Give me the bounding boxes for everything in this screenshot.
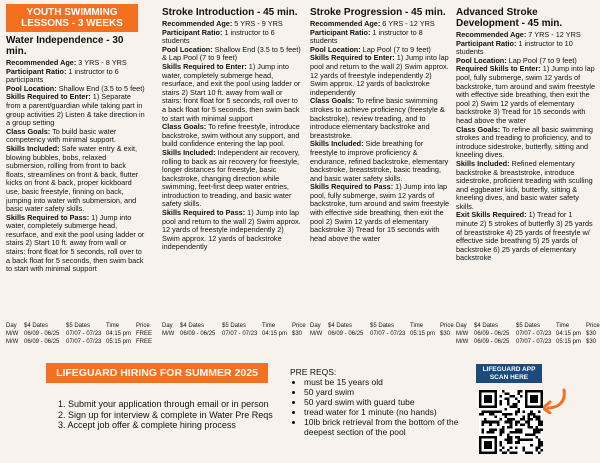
info-label: Recommended Age:: [6, 58, 77, 67]
cell-price: FREE: [136, 339, 153, 345]
info-text: 5 YRS - 9 YRS: [232, 19, 283, 28]
info-text: Lap Pool (7 to 9 feet): [360, 44, 431, 54]
prereqs-title: PRE REQS:: [290, 367, 337, 377]
info-label: Pool Location:: [456, 55, 507, 65]
cell-s4: 06/09 - 06/25: [474, 339, 510, 345]
section-body: [310, 20, 450, 243]
info-row: [310, 54, 450, 97]
schedule-row: [456, 330, 600, 338]
info-label: Skills Included:: [162, 147, 216, 157]
prereq-item: • must be 15 years old: [304, 377, 460, 387]
section-body: [6, 59, 146, 274]
info-text: Side breathing for freestyle to improve proficiency & endurance, refined backstroke, elementary backstroke, breaststroke, basic treading, and basic water safety skills.: [310, 139, 449, 183]
info-text: 1) Jump into lap pool, fully submerge, swim 12 yards of backstroke, turn around and swim freestyle with effective side breathing, then exit the pool 2) Swim 12 yards of elementary backstroke 3) Tread for 15 seconds with head above the water: [456, 64, 596, 125]
info-text: 7 YRS - 12 YRS: [526, 30, 581, 39]
info-row: [456, 126, 596, 160]
cell-time: 05:15 pm: [556, 339, 582, 345]
cell-s4: 06/09 - 06/25: [24, 339, 60, 345]
cell-s5: 07/07 - 07/23: [66, 339, 102, 345]
title-line-1: Advanced Stroke: [456, 7, 538, 18]
cell-time: 04:15 pm: [556, 331, 582, 337]
cell-s5: 07/07 - 07/23: [66, 331, 102, 337]
info-text: To refine basic swimming strokes to achieve proficiency (freestyle & backstroke), review treading, and to introduce elementary backstroke and breaststroke.: [310, 96, 445, 140]
section-body: [162, 20, 302, 252]
curved-arrow-icon: [540, 388, 568, 414]
info-text: 1) Jump into water, completely submerge head, resurface, and exit the pool using ladder or stairs 2) Start 10 ft. away from wall or stairs: front float for 5 seconds, roll over to a back float for 5 seconds, then swim back to start with minimal support: [162, 61, 301, 123]
info-label: Skills Required to Enter:: [310, 53, 395, 63]
banner-line-2: LESSONS - 3 WEEKS: [21, 18, 123, 29]
info-row: [456, 40, 596, 57]
hdr-s5: $5 Dates: [66, 323, 91, 329]
section-title: [456, 7, 596, 29]
column-stroke-progression: [310, 4, 450, 243]
info-row: [162, 46, 302, 63]
hdr-price: Price: [136, 323, 150, 329]
prereqs-list: [290, 377, 460, 437]
hdr-s5: $5 Dates: [222, 323, 247, 329]
info-label: Participant Ratio:: [162, 27, 223, 37]
info-row: [456, 65, 596, 125]
info-label: Class Goals:: [162, 122, 207, 132]
hdr-time: Time: [262, 323, 276, 329]
info-row: [6, 145, 146, 214]
info-label: Skills Required to Enter:: [162, 61, 247, 71]
info-text: 1) Jump into lap pool, fully submerge, swim 12 yards of backstroke, turn around and swim freestyle with effective side breathing, then exit the pool 2) Swim 12 yards of elementary backstroke 3) Tread for 15 seconds with head above the water: [310, 182, 450, 243]
hdr-price: Price: [440, 323, 454, 329]
section-title: Water Independence - 30 min.: [6, 35, 124, 57]
schedule-row: [310, 330, 458, 338]
lifeguard-section: [0, 355, 600, 463]
cell-price: FREE: [136, 331, 153, 337]
info-label: Recommended Age:: [310, 19, 381, 28]
cell-s4: 06/09 - 06/25: [24, 331, 60, 337]
info-text: 1 instructor to 6 participants: [6, 66, 119, 85]
schedule-row: [6, 338, 154, 346]
hdr-time: Time: [106, 323, 120, 329]
hdr-s4: $4 Dates: [474, 323, 499, 329]
info-label: Pool Location:: [6, 83, 57, 93]
cell-day: M/W: [6, 339, 19, 345]
schedule-row: [6, 330, 154, 338]
info-label: Class Goals:: [6, 126, 51, 136]
info-row: [162, 123, 302, 149]
info-label: Required Skills to Enter:: [456, 64, 541, 74]
info-label: Skills Required to Pass:: [162, 208, 246, 218]
cell-s4: 06/09 - 06/25: [180, 331, 216, 337]
info-label: Class Goals:: [310, 96, 355, 106]
app-scan-label: [476, 364, 542, 383]
info-row: [310, 183, 450, 243]
info-text: To refine all basic swimming strokes and treading to proficiency, and to introduce sidestroke, butterfly, sitting and kneeling dives.: [456, 124, 593, 160]
info-row: [456, 211, 596, 263]
title-line-2: Development - 45 min.: [456, 18, 563, 29]
cell-day: M/W: [456, 339, 469, 345]
info-label: Skills Required to Enter:: [6, 92, 91, 102]
info-row: [310, 29, 450, 46]
column-water-independence: [6, 4, 146, 274]
schedule-table-1: [6, 322, 154, 346]
info-text: Lap Pool (7 to 9 feet): [506, 55, 577, 65]
hdr-s5: $5 Dates: [370, 323, 395, 329]
section-title: Stroke Introduction - 45 min.: [162, 7, 298, 18]
prereq-item: • 50 yard swim with guard tube: [304, 397, 460, 407]
youth-lessons-banner: [6, 4, 138, 32]
info-row: [6, 214, 146, 274]
info-text: 1 instructor to 8 students: [310, 27, 423, 46]
cell-s5: 07/07 - 07/23: [222, 331, 258, 337]
info-text: 1 instructor to 6 students: [162, 27, 275, 46]
cell-day: M/W: [6, 331, 19, 337]
info-label: Skills Included:: [456, 158, 510, 168]
cell-price: $30: [586, 331, 597, 337]
hiring-step: 1. Submit your application through email or in person: [58, 399, 269, 409]
info-text: 1 instructor to 10 students: [456, 38, 573, 57]
schedule-table-3: [310, 322, 458, 338]
cell-s4: 06/09 - 06/25: [328, 331, 364, 337]
hiring-step: 2. Sign up for interview & complete in Water Pre Reqs: [58, 409, 273, 420]
cell-time: 05:15 pm: [106, 339, 132, 345]
cell-price: $30: [586, 339, 597, 345]
schedule-header: [6, 322, 154, 330]
info-text: Shallow End (3.5 to 5 feet) & Lap Pool (7 to 9 feet): [162, 44, 301, 63]
cell-time: 04:15 pm: [262, 331, 288, 337]
hdr-day: Day: [310, 323, 321, 329]
schedule-table-4: [456, 322, 600, 346]
hdr-day: Day: [6, 323, 17, 329]
info-row: [6, 68, 146, 85]
cell-s5: 07/07 - 07/23: [516, 331, 552, 337]
info-row: [310, 97, 450, 140]
column-advanced-stroke: [456, 4, 596, 263]
column-stroke-introduction: [162, 4, 302, 252]
info-label: Participant Ratio:: [456, 38, 517, 48]
info-row: [310, 140, 450, 183]
prereq-item: • tread water for 1 minute (no hands): [304, 407, 460, 417]
info-text: Independent air recovery, rolling to back as air recovery for freestyle, longer distances for freestyle, basic backstroke, changing direction while swimming, feet-first deep water entries, introduction to treading, and basic water safety skills.: [162, 147, 300, 209]
info-label: Pool Location:: [310, 44, 361, 54]
prereqs: [290, 367, 460, 437]
cell-time: 04:15 pm: [106, 331, 132, 337]
info-row: [6, 93, 146, 127]
prereq-item: • 50 yard swim: [304, 387, 460, 397]
hdr-time: Time: [556, 323, 570, 329]
info-row: [162, 29, 302, 46]
cell-time: 05:15 pm: [410, 331, 436, 337]
info-row: [162, 63, 302, 123]
app-label-line-1: LIFEGUARD APP: [482, 366, 536, 373]
info-row: [6, 128, 146, 145]
info-label: Exit Skills Required:: [456, 210, 527, 220]
hiring-step: 3. Accept job offer & complete hiring process: [58, 420, 236, 430]
info-text: 1) Jump into lap pool and return to the wall 2) Swim approx. 12 yards of freestyle independently 2) Swim approx. 12 yards of backstroke independently: [310, 53, 449, 97]
info-text: Safe water entry & exit, blowing bubbles, bobs, relaxed submersion, rolling from front to back floats, streamlines on front & back, flutter kicks on front & back, proper kickboard use, basic freestyle, finning on back, jumping into water with submersion, and basic water safety skills.: [6, 143, 139, 214]
info-label: Participant Ratio:: [310, 27, 371, 37]
hdr-s4: $4 Dates: [180, 323, 205, 329]
cell-day: M/W: [162, 331, 175, 337]
lifeguard-hiring-banner: LIFEGUARD HIRING FOR SUMMER 2025: [46, 363, 268, 383]
prereq-item: • 10lb brick retrieval from the bottom of the deepest section of the pool: [304, 417, 460, 437]
cell-day: M/W: [456, 331, 469, 337]
info-text: Refined elementary backstroke & breaststroke, introduce sidestroke, proficient treading with sculling and eggbeater kick, butterfly, sitting & kneeling dives, and basic water safety skills.: [456, 158, 593, 211]
cell-price: $30: [292, 331, 303, 337]
schedule-row: [456, 338, 600, 346]
info-label: Skills Included:: [6, 143, 60, 153]
info-text: 1) Jump into lap pool and return to the wall 2) Swim approx. 12 yards of freestyle independently 2) Swim approx. 12 yards of backstroke independently: [162, 208, 301, 252]
info-label: Skills Included:: [310, 139, 364, 149]
schedule-header: [162, 322, 310, 330]
info-text: Shallow End (3.5 to 5 feet): [56, 83, 145, 93]
hdr-day: Day: [456, 323, 467, 329]
info-text: 1) Tread for 1 minute 2) 5 strokes of butterfly 3) 25 yards of breaststroke 4) 25 yards of freestyle w/ effective side breathing 5) 25 yards of backstroke 6) 25 yards of elementary backstroke: [456, 210, 593, 263]
hdr-s5: $5 Dates: [516, 323, 541, 329]
cell-price: $30: [440, 331, 451, 337]
section-body: [456, 31, 596, 263]
info-label: Skills Required to Pass:: [310, 182, 394, 192]
info-text: 3 YRS - 8 YRS: [76, 58, 127, 67]
cell-s4: 06/09 - 06/25: [474, 331, 510, 337]
schedule-table-2: [162, 322, 310, 338]
hdr-s4: $4 Dates: [24, 323, 49, 329]
hdr-time: Time: [410, 323, 424, 329]
info-text: 6 YRS - 12 YRS: [380, 19, 435, 28]
cell-s5: 07/07 - 07/23: [516, 339, 552, 345]
info-text: 1) Jump into water, completely submerge head, resurface, and exit the pool using ladder or stairs 2) Start 10 ft. away from wall or stairs: front float for 5 seconds, roll over to a back float for 5 seconds, then swim back to start with minimal support: [6, 212, 145, 274]
app-label-line-2: SCAN HERE: [489, 373, 529, 381]
info-text: To refine freestyle, introduce backstroke, swim without any support, and build confidence entering the lap pool.: [162, 122, 300, 149]
info-text: 1) Separate from a parent/guardian while taking part in group activities 2) Listen & take direction in a group setting: [6, 92, 145, 128]
hdr-day: Day: [162, 323, 173, 329]
cell-day: M/W: [310, 331, 323, 337]
section-title: Stroke Progression - 45 min.: [310, 7, 446, 18]
info-label: Participant Ratio:: [6, 66, 67, 76]
info-row: [162, 209, 302, 252]
banner-line-1: YOUTH SWIMMING: [26, 7, 118, 18]
info-row: [162, 149, 302, 209]
schedule-header: [456, 322, 600, 330]
qr-code-icon[interactable]: [479, 390, 543, 454]
schedule-header: [310, 322, 458, 330]
hdr-price: Price: [586, 323, 600, 329]
hiring-steps: [58, 399, 273, 431]
info-label: Recommended Age:: [456, 30, 527, 39]
schedule-row: [162, 330, 310, 338]
cell-s5: 07/07 - 07/23: [370, 331, 406, 337]
info-label: Recommended Age:: [162, 19, 233, 28]
hdr-price: Price: [292, 323, 306, 329]
hdr-s4: $4 Dates: [328, 323, 353, 329]
info-row: [456, 160, 596, 212]
info-label: Class Goals:: [456, 124, 501, 134]
info-label: Pool Location:: [162, 44, 213, 54]
info-text: To build basic water competency with minimal support.: [6, 126, 117, 145]
info-label: Skills Required to Pass:: [6, 212, 90, 222]
